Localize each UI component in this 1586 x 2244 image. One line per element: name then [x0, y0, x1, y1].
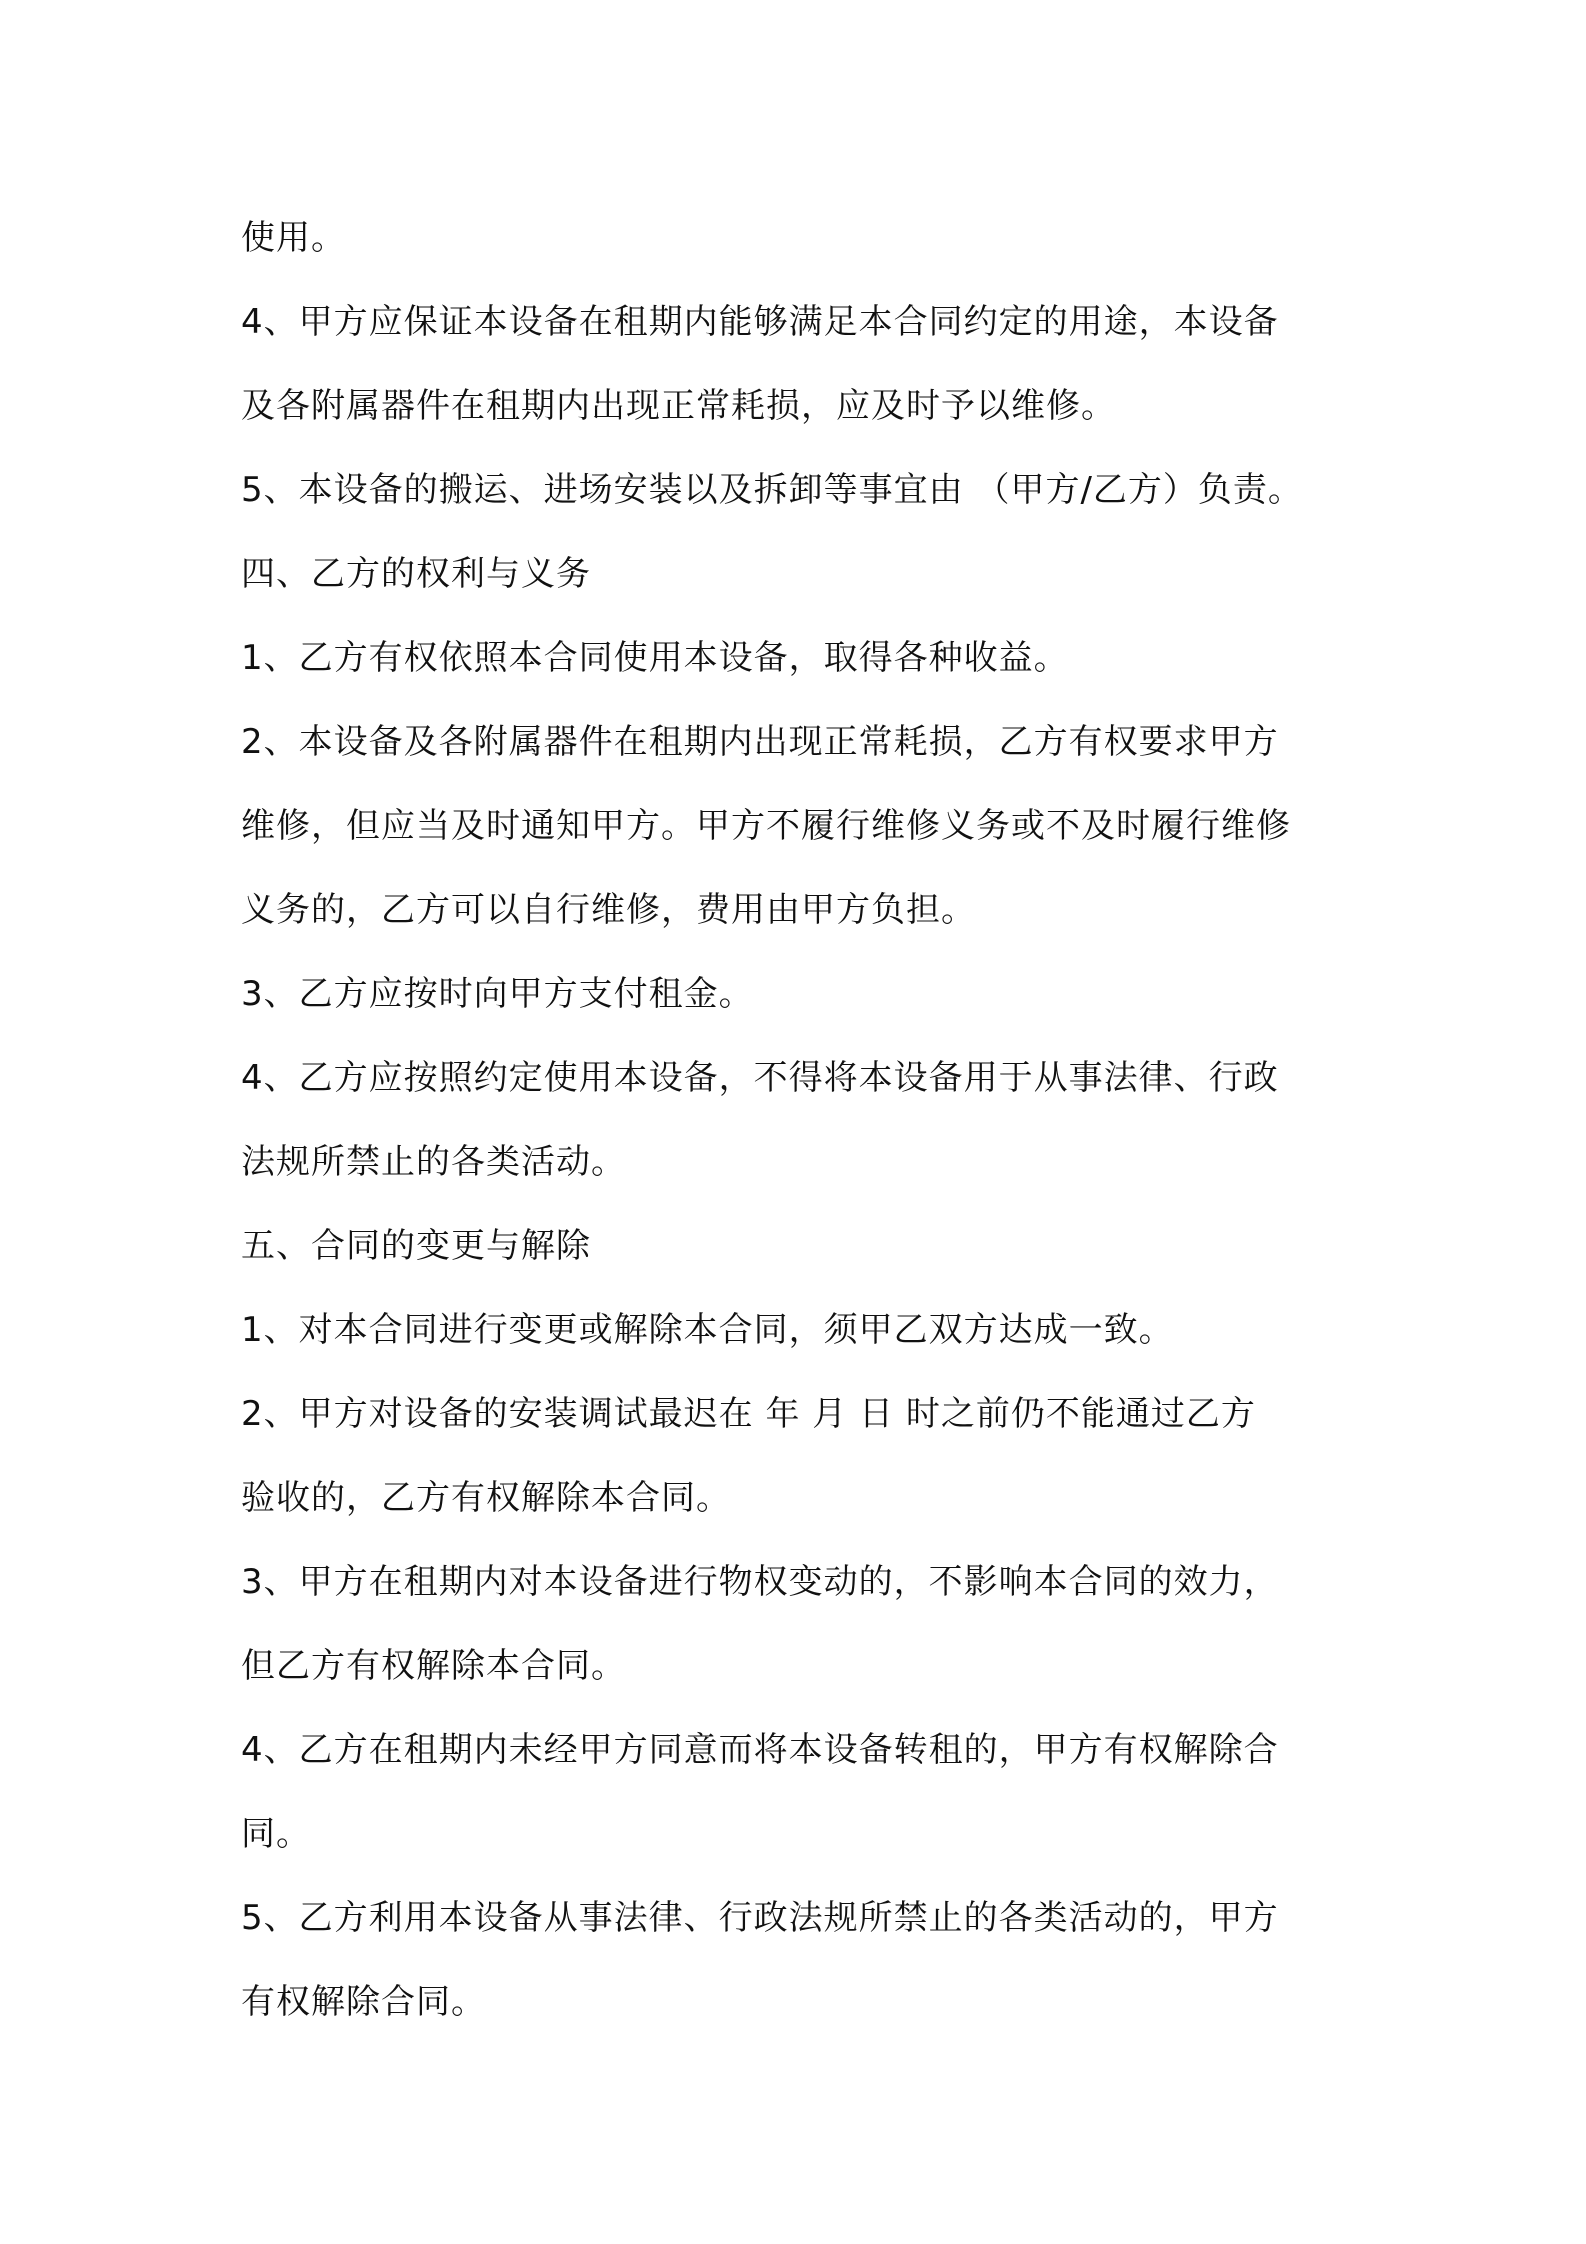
text-line: 2、甲方对设备的安装调试最迟在 年 月 日 时之前仍不能通过乙方 [241, 1394, 1256, 1434]
text-line: 5、本设备的搬运、进场安装以及拆卸等事宜由 （甲方/乙方）负责。 [241, 470, 1303, 510]
text-line: 及各附属器件在租期内出现正常耗损，应及时予以维修。 [241, 386, 1116, 426]
section-heading: 五、合同的变更与解除 [241, 1226, 591, 1266]
text-line: 4、乙方应按照约定使用本设备，不得将本设备用于从事法律、行政 [241, 1058, 1279, 1098]
text-line: 验收的，乙方有权解除本合同。 [241, 1478, 731, 1518]
text-line: 5、乙方利用本设备从事法律、行政法规所禁止的各类活动的，甲方 [241, 1898, 1279, 1938]
document-body [241, 196, 1391, 2044]
text-line: 有权解除合同。 [241, 1982, 486, 2022]
text-line: 1、乙方有权依照本合同使用本设备，取得各种收益。 [241, 638, 1069, 678]
text-line: 4、乙方在租期内未经甲方同意而将本设备转租的，甲方有权解除合 [241, 1730, 1279, 1770]
text-line: 3、乙方应按时向甲方支付租金。 [241, 974, 754, 1014]
text-line: 2、本设备及各附属器件在租期内出现正常耗损，乙方有权要求甲方 [241, 722, 1279, 762]
text-line: 使用。 [241, 218, 346, 258]
text-line: 4、甲方应保证本设备在租期内能够满足本合同约定的用途，本设备 [241, 302, 1279, 342]
text-line: 3、甲方在租期内对本设备进行物权变动的，不影响本合同的效力， [241, 1562, 1279, 1602]
text-line: 维修，但应当及时通知甲方。甲方不履行维修义务或不及时履行维修 [241, 806, 1291, 846]
text-line: 义务的，乙方可以自行维修，费用由甲方负担。 [241, 890, 976, 930]
text-line: 同。 [241, 1814, 311, 1854]
text-line: 但乙方有权解除本合同。 [241, 1646, 626, 1686]
text-line: 法规所禁止的各类活动。 [241, 1142, 626, 1182]
text-line: 1、对本合同进行变更或解除本合同，须甲乙双方达成一致。 [241, 1310, 1174, 1350]
section-heading: 四、乙方的权利与义务 [241, 554, 591, 594]
